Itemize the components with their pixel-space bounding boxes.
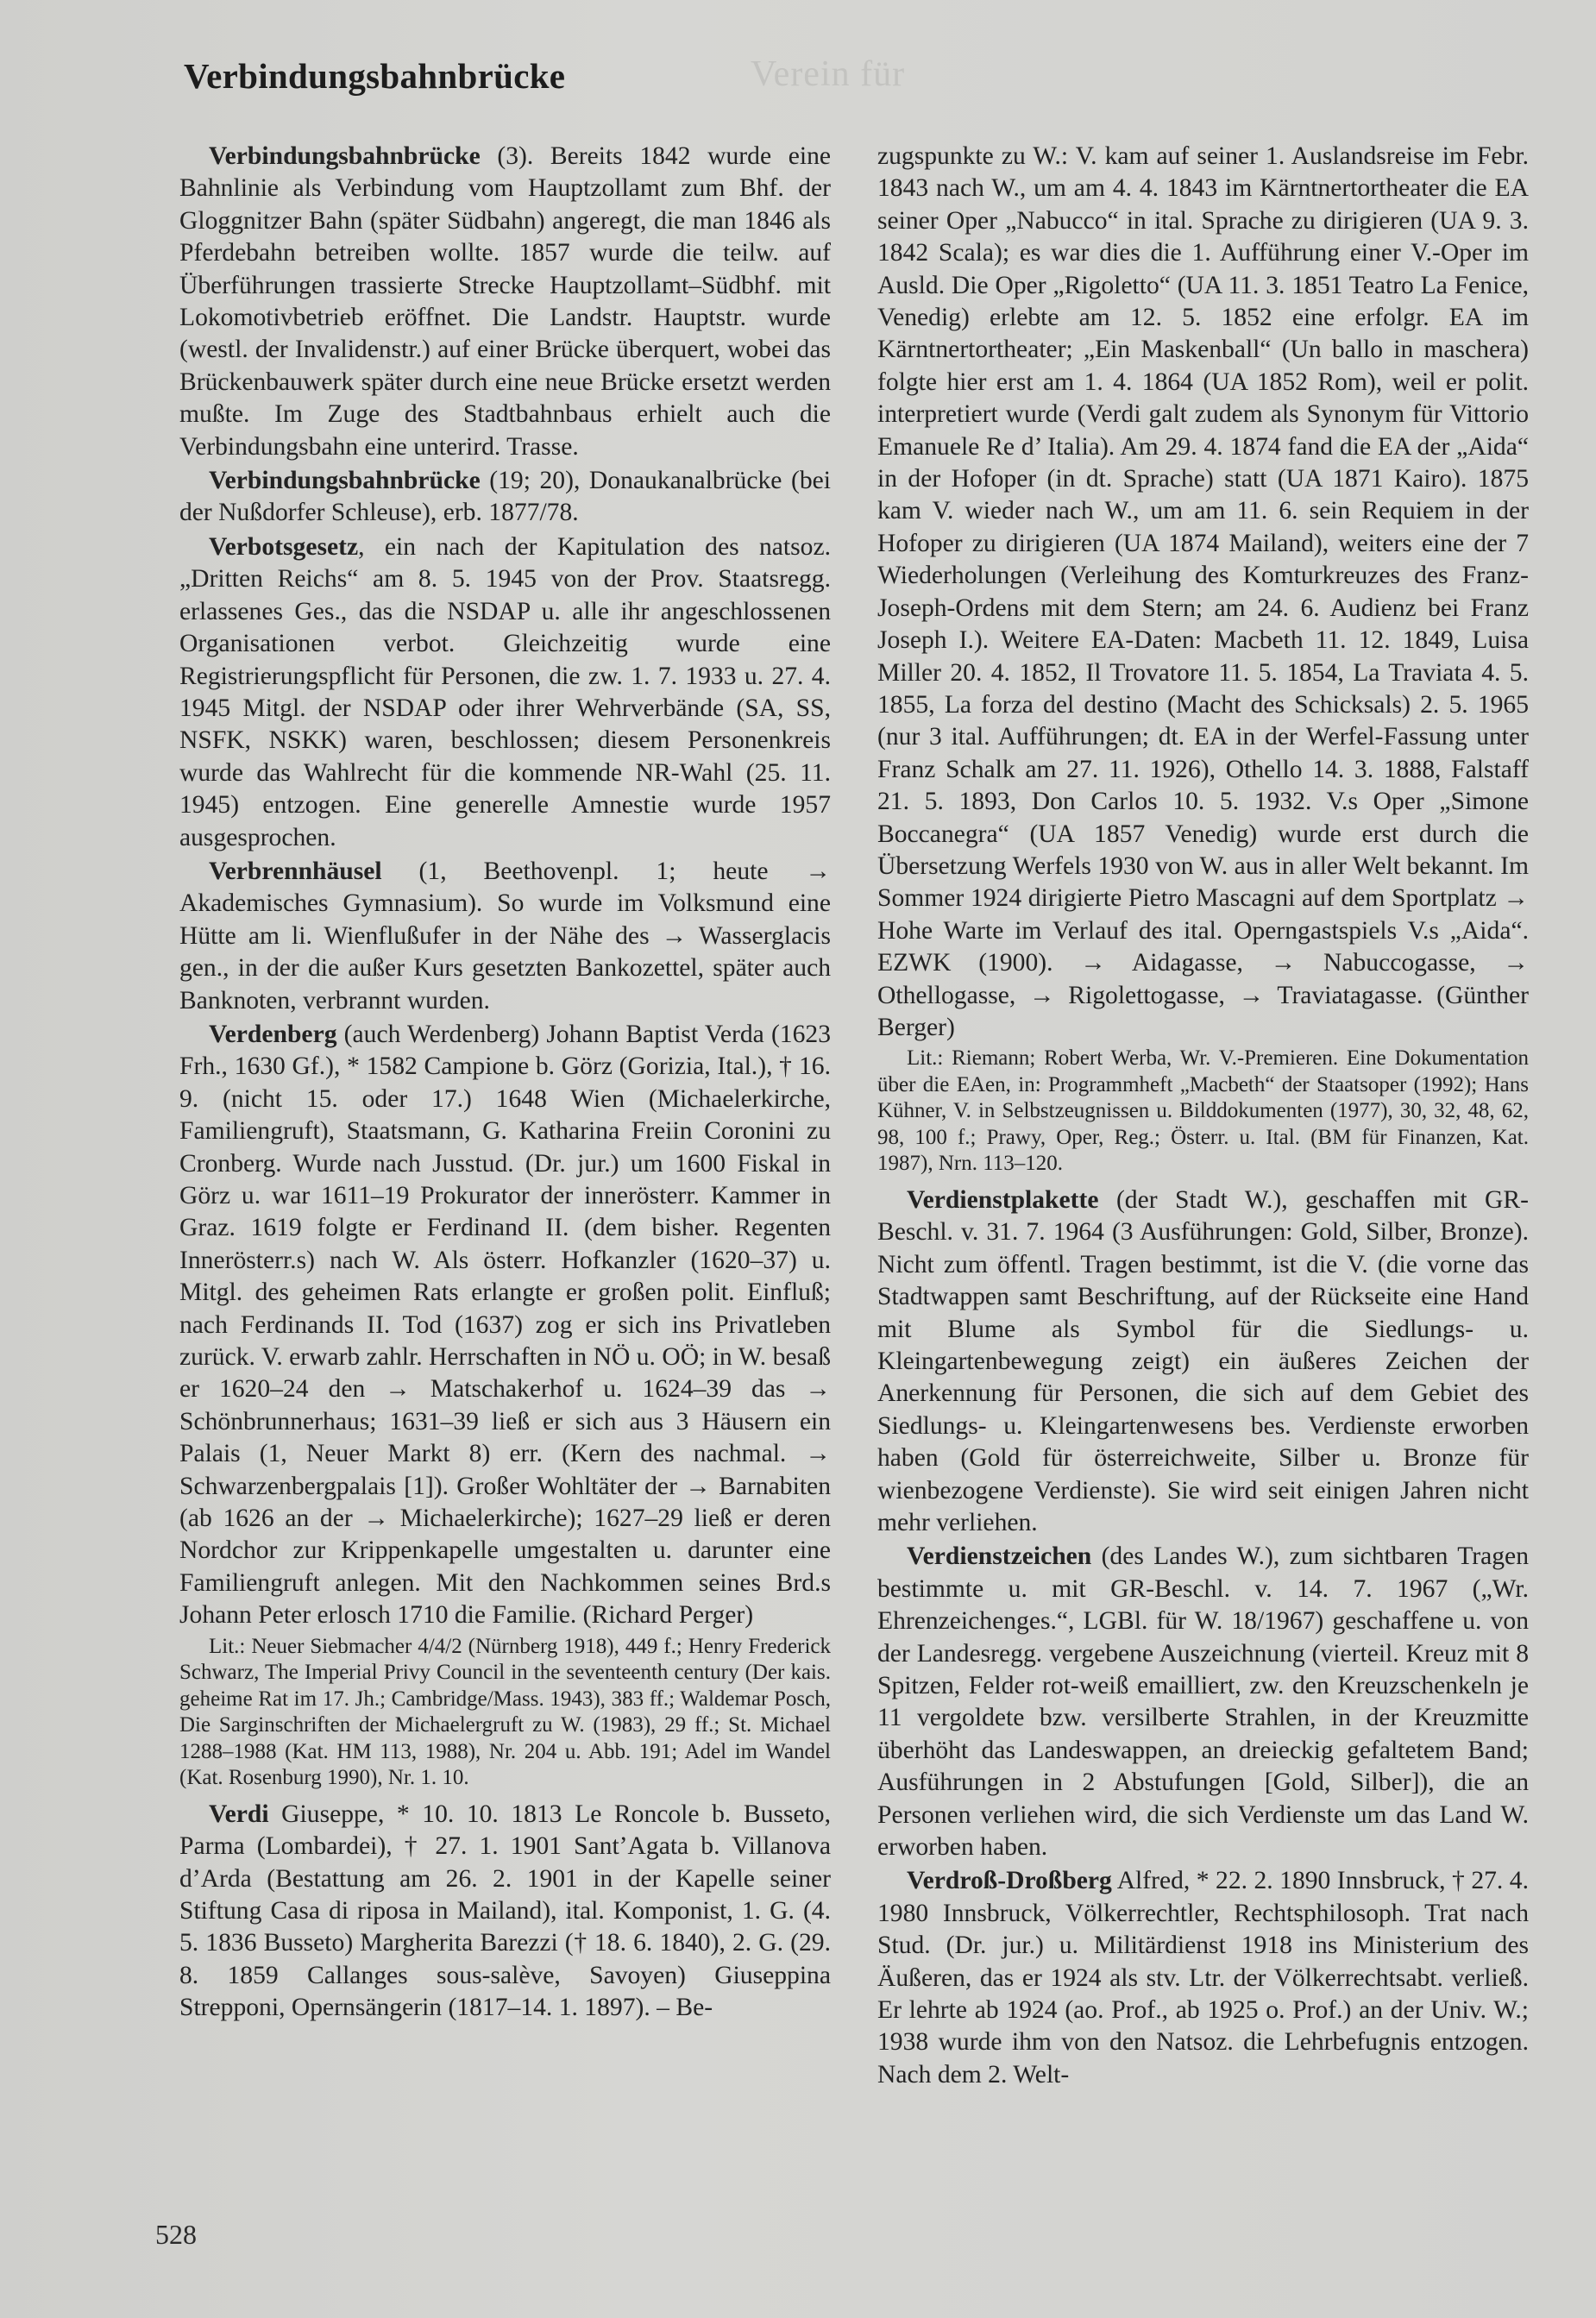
- literature-note: Lit.: Neuer Siebmacher 4/4/2 (Nürnberg 1918), 449 f.; Henry Frederick Schwarz, The Imperial Privy Council in the seventeenth century (Der kais. geheime Rat im 17. Jh.; Cambridge/Mass. 1943), 383 ff.; Waldemar Posch, Die Sarginschriften der Michaelergruft zu W. (1983), 29 ff.; St. Michael 1288–1988 (Kat. HM 113, 1988), Nr. 204 u. Abb. 191; Adel im Wandel (Kat. Rosenburg 1990), Nr. 1. 10.: [179, 1634, 831, 1790]
- entry-text: (des Landes W.), zum sichtbaren Tragen bestimmte u. mit GR-Beschl. v. 14. 7. 1967 („Wr. Ehrenzeichenges.“, LGBl. für W. 18/1967) geschaffene u. von der Landesregg. vergebene Auszeichnung (vierteil. Kreuz mit 8 Spitzen, Felder rot-weiß emailliert, zw. den Kreuzschenkeln je 11 vergoldete bzw. versilberte Strahlen, in der Kreuzmitte überhöht das Landeswappen, an dreieckig gefaltetem Band; Ausführungen in 2 Abstufungen [Gold, Silber]), die an Personen verliehen wird, die sich Verdienste um das Land W. erworben haben.: [877, 1542, 1529, 1861]
- entry-paragraph: [877, 1865, 1529, 2091]
- entry-paragraph: [179, 1019, 831, 1632]
- entry-text: (1, Beethovenpl. 1; heute → Akademisches Gymnasium). So wurde im Volksmund eine Hütte am li. Wienflußufer in der Nähe des → Wasserglacis gen., in der die außer Kurs gesetzten Bankozettel, später auch Banknoten, verbrannt wurden.: [179, 857, 831, 1015]
- entry-headword: Verdi: [209, 1800, 269, 1828]
- entry-paragraph: [179, 465, 831, 530]
- right-column: [877, 141, 1529, 2093]
- entry-headword: Verbindungsbahnbrücke: [209, 467, 481, 495]
- entry-text: (auch Werdenberg) Johann Baptist Verda (1623 Frh., 1630 Gf.), * 1582 Campione b. Görz (Gorizia, Ital.), † 16. 9. (nicht 15. oder 17.) 1648 Wien (Michaelerkirche, Familiengruft), Staatsmann, G. Katharina Freiin Coronini zu Cronberg. Wurde nach Jusstud. (Dr. jur.) um 1600 Fiskal in Görz u. war 1611–19 Prokurator der innerösterr. Kammer in Graz. 1619 folgte er Ferdinand II. (dem bisher. Regenten Innerösterr.s) nach W. Als österr. Hofkanzler (1620–37) u. Mitgl. des geheimen Rats erlangte er großen polit. Einfluß; nach Ferdinands II. Tod (1637) zog er sich ins Privatleben zurück. V. erwarb zahlr. Herrschaften in NÖ u. OÖ; in W. besaß er 1620–24 den → Matschakerhof u. 1624–39 das → Schönbrunnerhaus; 1631–39 ließ er sich aus 3 Häusern ein Palais (1, Neuer Markt 8) err. (Kern des nachmal. → Schwarzenbergpalais [1]). Großer Wohltäter der → Barnabiten (ab 1626 an der → Michaelerkirche); 1627–29 ließ er deren Nordchor zur Krippenkapelle umgestalten u. darunter eine Familiengruft anlegen. Mit den Nachkommen seines Brd.s Johann Peter erlosch 1710 die Familie. (Richard Perger): [179, 1020, 831, 1630]
- entry-paragraph: [179, 856, 831, 1017]
- entry-continuation: zugspunkte zu W.: V. kam auf seiner 1. Auslandsreise im Febr. 1843 nach W., um am 4. 4. 1843 im Kärntnertortheater die EA seiner Oper „Nabucco“ in ital. Sprache zu dirigieren (UA 9. 3. 1842 Scala); es war dies die 1. Aufführung einer V.-Oper im Ausld. Die Oper „Rigoletto“ (UA 11. 3. 1851 Teatro La Fenice, Venedig) erlebte am 12. 5. 1852 eine erfolgr. EA im Kärntnertortheater; „Ein Maskenball“ (Un ballo in maschera) folgte hier erst am 1. 4. 1864 (UA 1852 Rom), weil er polit. interpretiert wurde (Verdi galt zudem als Synonym für Vittorio Emanuele Re d’ Italia). Am 29. 4. 1874 fand die EA der „Aida“ in der Hofoper (in dt. Sprache) statt (UA 1871 Kairo). 1875 kam V. wieder nach W., um am 11. 6. sein Requiem in der Hofoper zu dirigieren (UA 1874 Mailand), weiters eine der 7 Wiederholungen (Verleihung des Komturkreuzes des Franz-Joseph-Ordens mit dem Stern; am 24. 6. Audienz bei Franz Joseph I.). Weitere EA-Daten: Macbeth 11. 12. 1849, Luisa Miller 20. 4. 1852, Il Trovatore 11. 5. 1854, La Traviata 4. 5. 1855, La forza del destino (Macht des Schicksals) 2. 5. 1965 (nur 3 ital. Aufführungen; dt. EA in der Werfel-Fassung unter Franz Schalk am 27. 11. 1926), Othello 14. 3. 1888, Falstaff 21. 5. 1893, Don Carlos 10. 5. 1932. V.s Oper „Simone Boccanegra“ (UA 1857 Venedig) wurde erst durch die Übersetzung Werfels 1930 von W. aus in aller Welt bekannt. Im Sommer 1924 dirigierte Pietro Mascagni auf dem Sportplatz → Hohe Warte im Verlauf des ital. Operngastspiels V.s „Aida“. EZWK (1900). → Aidagasse, → Nabuccogasse, → Othellogasse, → Rigolettogasse, → Traviatagasse. (Günther Berger): [877, 142, 1529, 1041]
- entry-headword: Verdenberg: [209, 1020, 337, 1048]
- entry-headword: Verbindungsbahnbrücke: [209, 142, 481, 170]
- entry-headword: Verdroß-Droßberg: [907, 1867, 1112, 1895]
- running-header: Verbindungsbahnbrücke: [184, 56, 566, 96]
- entry-text: (der Stadt W.), geschaffen mit GR-Beschl. v. 31. 7. 1964 (3 Ausführungen: Gold, Silber, Bronze). Nicht zum öffentl. Tragen bestimmt, ist die V. (die vorne das Stadtwappen samt Beschriftung, auf der Rückseite eine Hand mit Blume als Symbol für die Siedlungs- u. Kleingartenbewegung zeigt) ein äußeres Zeichen der Anerkennung für Personen, die sich auf dem Gebiet des Siedlungs- u. Kleingartenwesens bes. Verdienste erworben haben (Gold für österreichweite, Silber u. Bronze für wienbezogene Verdienste). Sie wird seit einigen Jahren nicht mehr verliehen.: [877, 1185, 1529, 1536]
- entry-paragraph: [179, 531, 831, 854]
- bleed-through-heading: Verein für: [751, 54, 906, 94]
- entry-text: , ein nach der Kapitulation des natsoz. „Dritten Reichs“ am 8. 5. 1945 von der Prov. Staatsregg. erlassenes Ges., das die NSDAP u. alle ihr angeschlossenen Organisationen verbot. Gleichzeitig wurde eine Registrierungspflicht für Personen, die zw. 1. 7. 1933 u. 27. 4. 1945 Mitgl. der NSDAP oder ihrer Wehrverbände (SA, SS, NSFK, NSKK) waren, beschlossen; diesem Personenkreis wurde das Wahlrecht für die kommende NR-Wahl (25. 11. 1945) entzogen. Eine generelle Amnestie wurde 1957 ausgesprochen.: [179, 532, 831, 851]
- entry-paragraph: [877, 1184, 1529, 1539]
- entry-text: (19; 20), Donaukanalbrücke (bei der Nußdorfer Schleuse), erb. 1877/78.: [179, 467, 831, 527]
- entry-headword: Verbotsgesetz: [209, 532, 359, 561]
- entry-paragraph: [877, 1541, 1529, 1863]
- entry-headword: Verbrennhäusel: [209, 857, 382, 885]
- left-column: [179, 141, 831, 2026]
- entry-paragraph: [179, 1799, 831, 2025]
- entry-headword: Verdienstplakette: [907, 1185, 1099, 1214]
- entry-text: (3). Bereits 1842 wurde eine Bahnlinie als Verbindung vom Hauptzollamt zum Bhf. der Gloggnitzer Bahn (später Südbahn) angeregt, die man 1846 als Pferdebahn betreiben wollte. 1857 wurde die teilw. auf Überführungen trassierte Strecke Hauptzollamt–Südbhf. mit Lokomotivbetrieb eröffnet. Die Landstr. Hauptstr. wurde (westl. der Invalidenstr.) auf einer Brücke überquert, wobei das Brückenbauwerk später durch eine neue Brücke ersetzt werden mußte. Im Zuge des Stadtbahnbaus erhielt auch die Verbindungsbahn eine unterird. Trasse.: [179, 142, 831, 461]
- entry-text: Giuseppe, * 10. 10. 1813 Le Roncole b. Busseto, Parma (Lombardei), † 27. 1. 1901 Sant’Agata b. Villanova d’Arda (Bestattung am 26. 2. 1901 in der Kapelle seiner Stiftung Casa di riposa in Mailand), ital. Komponist, 1. G. (4. 5. 1836 Busseto) Margherita Barezzi († 18. 6. 1840), 2. G. (29. 8. 1859 Callanges sous-salève, Savoyen) Giuseppina Strepponi, Opernsängerin (1817–14. 1. 1897). – Be-: [179, 1800, 831, 2022]
- entry-text: Alfred, * 22. 2. 1890 Innsbruck, † 27. 4. 1980 Innsbruck, Völkerrechtler, Rechtsphilosoph. Trat nach Stud. (Dr. jur.) u. Militärdienst 1918 ins Ministerium des Äußeren, das er 1924 als stv. Ltr. der Völkerrechtsabt. verließ. Er lehrte ab 1924 (ao. Prof., ab 1925 o. Prof.) an der Univ. W.; 1938 wurde ihm von den Natsoz. die Lehrbefugnis entzogen. Nach dem 2. Welt-: [877, 1867, 1529, 2089]
- entry-paragraph: [179, 141, 831, 463]
- entry-headword: Verdienstzeichen: [907, 1542, 1092, 1571]
- literature-note: Lit.: Riemann; Robert Werba, Wr. V.-Premieren. Eine Dokumentation über die EAen, in: Programmheft „Macbeth“ der Staatsoper (1992); Hans Kühner, V. in Selbstzeugnissen u. Bilddokumenten (1977), 30, 32, 48, 62, 98, 100 f.; Prawy, Oper, Reg.; Österr. u. Ital. (BM für Finanzen, Kat. 1987), Nrn. 113–120.: [877, 1046, 1529, 1176]
- page-number: 528: [155, 2219, 197, 2250]
